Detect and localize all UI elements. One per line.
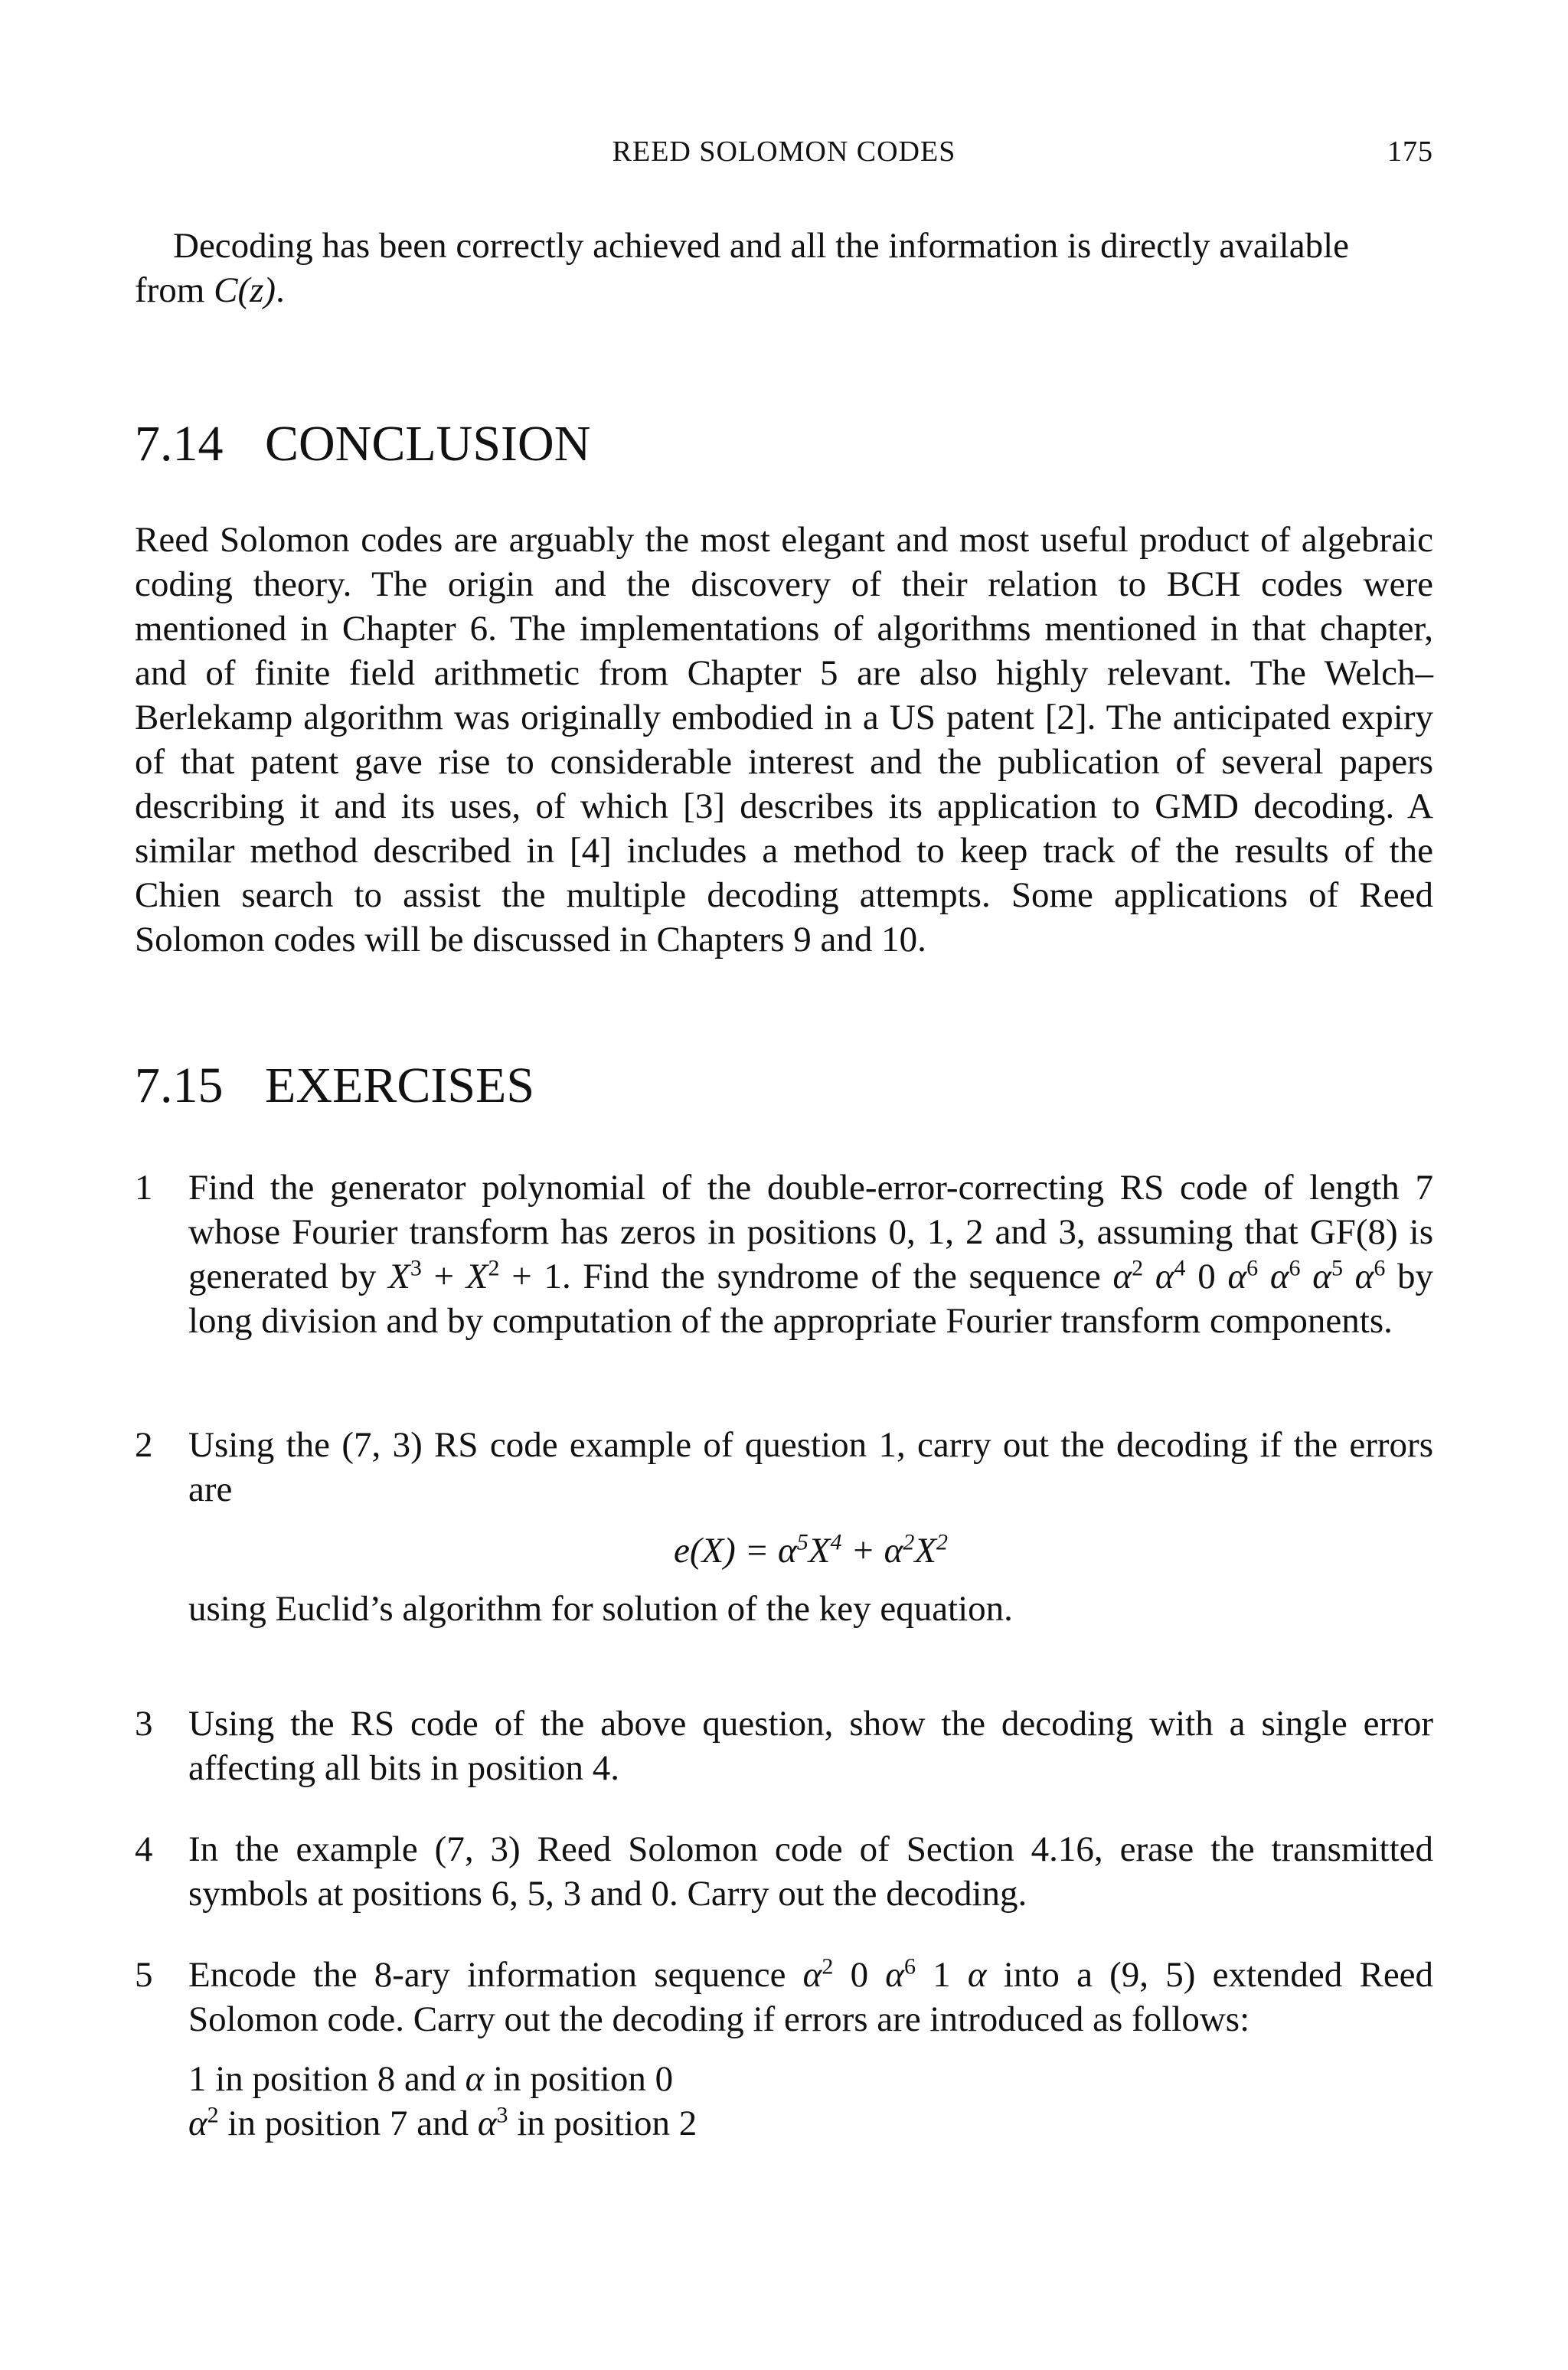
information-sequence: $\alpha^2$ 0 $\alpha^6$ 1 α	[802, 1953, 987, 1995]
exercise-number: 1	[135, 1168, 153, 1208]
section-number: 7.15	[135, 1058, 224, 1113]
exercise-number: 3	[135, 1704, 153, 1744]
exercise-1: 1 Find the generator polynomial of the double-error-correcting RS code of length 7 whose Fourier transform has zeros in positions 0, 1, 2 and 3, assuming that GF(8) is generated by $X^3 + X^2 + 1$. Find the syndrome of the sequence $\alpha^2$ $\alpha^4$ 0 $\alpha^6$ $\alpha^6$ $\alpha^5$ $\alpha^6$ by long division and by computation of the appropriate Fourier transform components.	[135, 1165, 1433, 1343]
error-equation: $e(X) = \alpha^5X^4 + \alpha^2X^2$	[673, 1529, 949, 1571]
conclusion-heading	[135, 414, 590, 475]
exercise-number: 2	[135, 1425, 153, 1465]
exercises-heading	[135, 1055, 534, 1116]
error-case-1: 1 in position 8 and α in position 0	[188, 2059, 674, 2099]
exercise-number: 4	[135, 1829, 153, 1869]
exercise-4: 4 In the example (7, 3) Reed Solomon code of Section 4.16, erase the transmitted symbols at positions 6, 5, 3 and 0. Carry out the decoding.	[135, 1827, 1433, 1916]
exercise-2: 2 Using the (7, 3) RS code example of question 1, carry out the decoding if the errors are $e(X) = \alpha^5X^4 + \alpha^2X^2$ using Euclid’s algorithm for solution of the key equation.	[135, 1423, 1433, 1631]
intro-line-1: Decoding has been correctly achieved and all the information is directly available	[173, 226, 1350, 266]
exercise-number: 5	[135, 1955, 153, 1995]
running-header	[135, 135, 1433, 175]
syndrome-sequence: $\alpha^2$ $\alpha^4$ 0 $\alpha^6$ $\alpha^6$ $\alpha^5$ $\alpha^6$	[1112, 1255, 1386, 1296]
section-title: EXERCISES	[265, 1058, 535, 1113]
cz-symbol: C(z)	[214, 270, 276, 310]
conclusion-text: Reed Solomon codes are arguably the most elegant and most useful product of algebraic coding theory. The origin and the discovery of their relation to BCH codes were mentioned in Chapter 6. The implementations of algorithms mentioned in that chapter, and of finite field arithmetic from Chapter 5 are also highly relevant. The Welch–Berlekamp algorithm was originally embodied in a US patent [2]. The anticipated expiry of that patent gave rise to considerable interest and the publication of several papers describing it and its uses, of which [3] describes its application to GMD decoding. A similar method described in [4] includes a method to keep track of the results of the Chien search to assist the multiple decoding attempts. Some applications of Reed Solomon codes will be discussed in Chapters 9 and 10.	[135, 520, 1433, 959]
page-number: 175	[1387, 136, 1433, 168]
running-title: REED SOLOMON CODES	[612, 136, 956, 168]
intro-paragraph: Decoding has been correctly achieved and all the information is directly available from C(z).	[135, 226, 1350, 310]
conclusion-paragraph	[135, 518, 1433, 962]
exercise-3: 3 Using the RS code of the above question, show the decoding with a single error affecting all bits in position 4.	[135, 1701, 1433, 1790]
exercise-5: 5 Encode the 8-ary information sequence $\alpha^2$ 0 $\alpha^6$ 1 α into a (9, 5) extended Reed Solomon code. Carry out the decoding if errors are introduced as follows: 1 in position 8 and α in position 0 $\alpha^2$ in position 7 and $\alpha^3$ in position 2	[135, 1953, 1433, 2146]
section-number: 7.14	[135, 416, 224, 472]
error-case-2: $\alpha^2$ in position 7 and $\alpha^3$ in position 2	[188, 2102, 697, 2143]
section-title: CONCLUSION	[265, 416, 591, 472]
